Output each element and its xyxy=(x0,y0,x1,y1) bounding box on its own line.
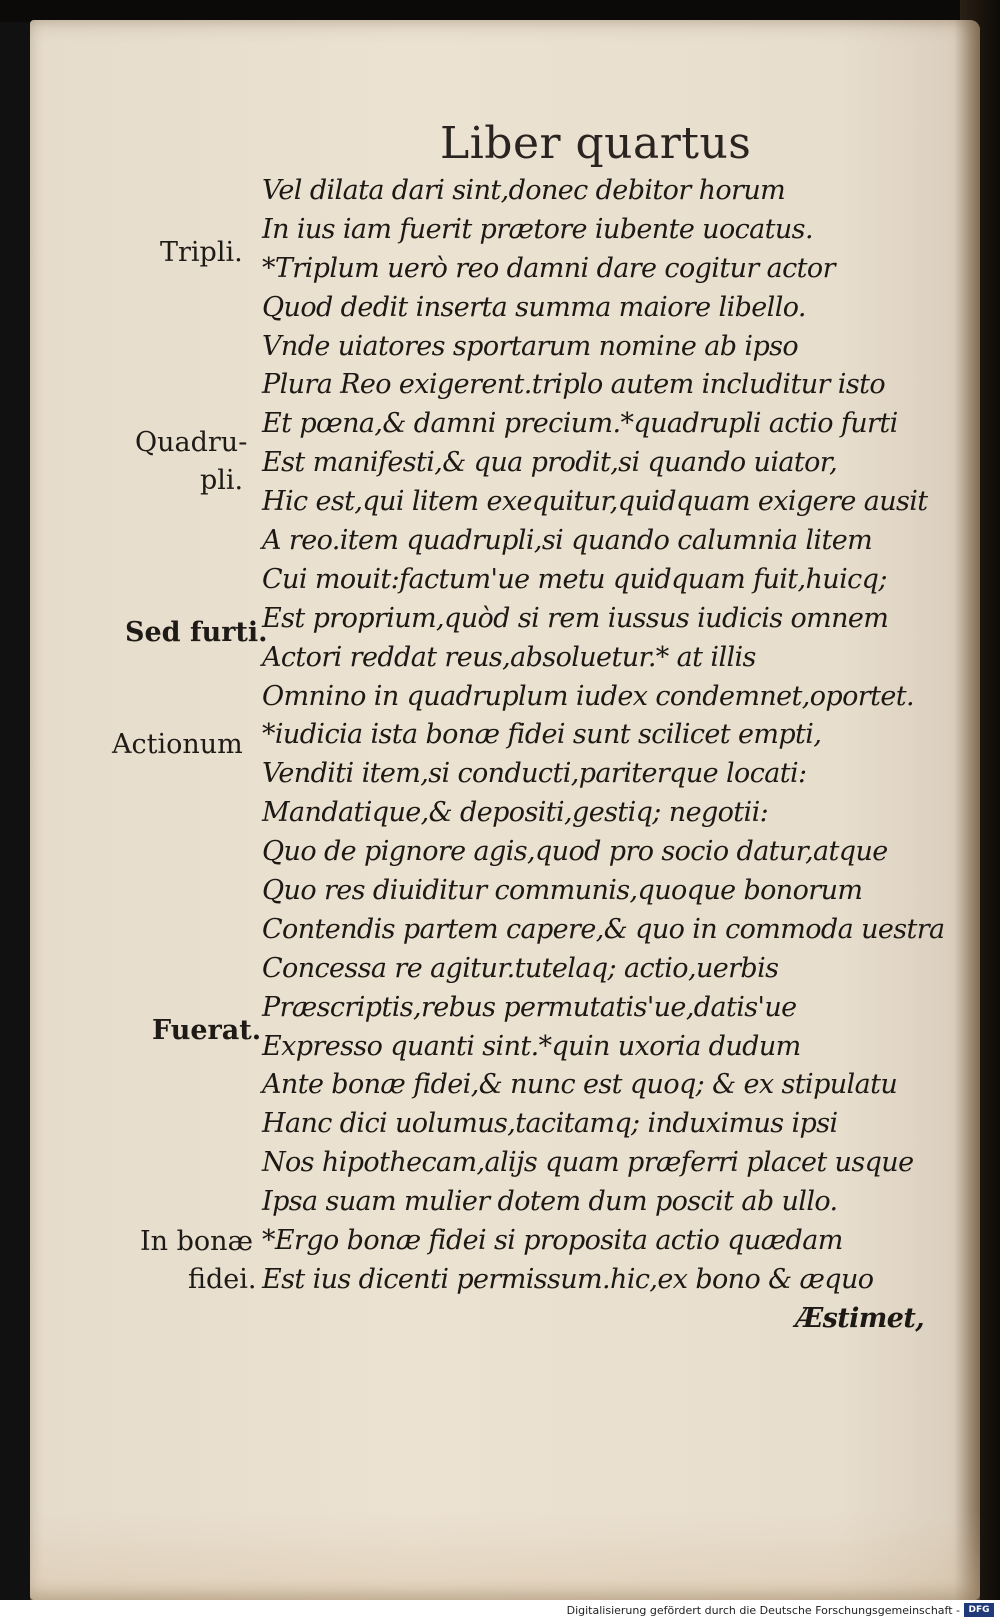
verse-line: Ipsa suam mulier dotem dum poscit ab ullo. xyxy=(262,1186,838,1218)
verse-line: Vnde uiatores sportarum nomine ab ipso xyxy=(262,330,799,362)
verse-line: *Ergo bonæ fidei si proposita actio quædam xyxy=(262,1225,843,1257)
marginal-note-quadrupli-2: pli. xyxy=(200,465,244,496)
verse-line: Quod dedit inserta summa maiore libello. xyxy=(262,291,806,323)
verse-text-block xyxy=(262,172,952,1339)
page-edge-shadow xyxy=(954,20,980,1600)
marginal-note-actionum: Actionum xyxy=(112,729,243,760)
marginal-note-in-bonae-1: In bonæ xyxy=(140,1226,253,1257)
verse-line: Contendis partem capere,& quo in commoda uestra xyxy=(262,913,945,945)
verse-line: Nos hipothecam,alijs quam præferri placet usque xyxy=(262,1147,914,1179)
marginal-note-in-bonae-2: fidei. xyxy=(188,1264,257,1295)
dfg-logo-icon: DFG xyxy=(964,1603,994,1617)
marginal-note-fuerat: Fuerat. xyxy=(152,1015,262,1046)
catchword: Æstimet, xyxy=(795,1302,924,1334)
verse-line: Omnino in quadruplum iudex condemnet,oportet. xyxy=(262,680,914,712)
verse-line: *iudicia ista bonæ fidei sunt scilicet empti, xyxy=(262,719,822,751)
verse-line: Hic est,qui litem exequitur,quidquam exigere ausit xyxy=(262,486,928,518)
verse-line: Est manifesti,& qua prodit,si quando uiator, xyxy=(262,447,838,479)
verse-line: Concessa re agitur.tutelaq; actio,uerbis xyxy=(262,952,779,984)
marginal-note-quadrupli-1: Quadru- xyxy=(135,427,248,458)
verse-line: Et pœna,& damni precium.*quadrupli actio furti xyxy=(262,408,898,440)
verse-line: Actori reddat reus,absoluetur.* at illis xyxy=(262,641,756,673)
page-foxing xyxy=(30,1510,980,1600)
verse-line: Est proprium,quòd si rem iussus iudicis omnem xyxy=(262,602,889,634)
verse-line: Mandatique,& depositi,gestiq; negotii: xyxy=(262,797,769,829)
digitization-credit: Digitalisierung gefördert durch die Deutsche Forschungsgemeinschaft - xyxy=(566,1604,960,1617)
verse-line: Quo de pignore agis,quod pro socio datur,atque xyxy=(262,836,888,868)
verse-line: Quo res diuiditur communis,quoque bonorum xyxy=(262,875,863,907)
marginal-note-sed-furti: Sed furti. xyxy=(125,617,268,648)
verse-line: Expresso quanti sint.*quin uxoria dudum xyxy=(262,1030,801,1062)
verse-line: Præscriptis,rebus permutatis'ue,datis'ue xyxy=(262,991,797,1023)
verse-line: Ante bonæ fidei,& nunc est quoq; & ex stipulatu xyxy=(262,1069,898,1101)
verse-line: Cui mouit:factum'ue metu quidquam fuit,huicq; xyxy=(262,563,887,595)
verse-line: A reo.item quadrupli,si quando calumnia litem xyxy=(262,525,873,557)
page-title: Liber quartus xyxy=(440,118,752,169)
marginal-note-tripli: Tripli. xyxy=(160,237,243,268)
verse-line: *Triplum uerò reo damni dare cogitur actor xyxy=(262,252,835,284)
verse-line: Plura Reo exigerent.triplo autem includitur isto xyxy=(262,369,885,401)
scan-top-edge xyxy=(0,0,1000,22)
verse-line: In ius iam fuerit prætore iubente uocatus. xyxy=(262,213,813,245)
verse-line: Hanc dici uolumus,tacitamq; induximus ipsi xyxy=(262,1108,838,1140)
verse-line: Est ius dicenti permissum.hic,ex bono & æquo xyxy=(262,1263,874,1295)
verse-line: Vel dilata dari sint,donec debitor horum xyxy=(262,175,786,206)
verse-line: Venditi item,si conducti,pariterque locati: xyxy=(262,758,807,790)
